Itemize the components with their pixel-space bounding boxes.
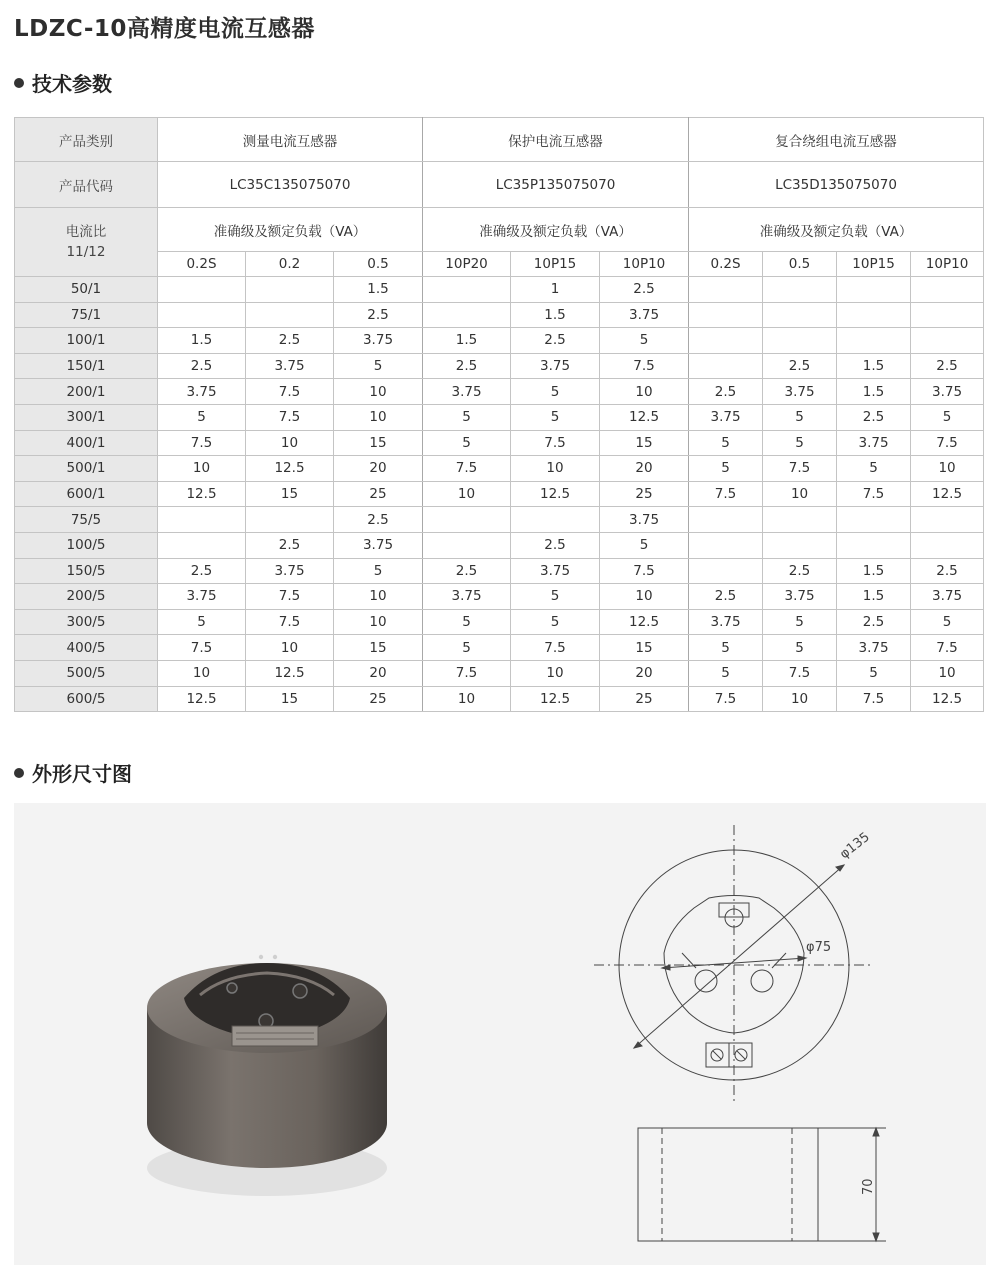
value-cell: 5 [763, 404, 837, 430]
value-cell: 10 [511, 660, 600, 686]
ratio-cell: 50/1 [15, 277, 158, 303]
table-row [15, 532, 984, 558]
value-cell: 7.5 [423, 660, 511, 686]
value-cell: 15 [600, 430, 689, 456]
value-cell [423, 532, 511, 558]
value-cell: 7.5 [837, 481, 911, 507]
ratio-cell: 600/5 [15, 686, 158, 712]
group-name-protection: 保护电流互感器 [423, 118, 689, 162]
value-cell [246, 507, 334, 533]
height-label: 70 [861, 1178, 876, 1195]
value-cell: 7.5 [763, 660, 837, 686]
value-cell [837, 532, 911, 558]
value-cell: 10 [246, 635, 334, 661]
value-cell [911, 507, 984, 533]
spec-table [14, 117, 984, 712]
category-label: 产品类别 [15, 118, 158, 162]
value-cell [837, 328, 911, 354]
value-cell: 5 [600, 532, 689, 558]
table-row [15, 302, 984, 328]
group-name-measuring: 测量电流互感器 [158, 118, 423, 162]
value-cell: 7.5 [689, 481, 763, 507]
value-cell: 7.5 [246, 379, 334, 405]
value-cell: 5 [423, 430, 511, 456]
value-cell [423, 302, 511, 328]
value-cell: 5 [763, 430, 837, 456]
value-cell: 5 [837, 660, 911, 686]
page-title: LDZC-10高精度电流互感器 [14, 16, 315, 42]
value-cell: 2.5 [689, 379, 763, 405]
value-cell [763, 532, 837, 558]
value-cell: 10 [600, 379, 689, 405]
section-heading-dimensions [14, 758, 132, 787]
accuracy-label-measuring: 准确级及额定负载（VA） [158, 208, 423, 252]
value-cell: 10 [334, 404, 423, 430]
value-cell: 2.5 [763, 558, 837, 584]
value-cell: 5 [689, 456, 763, 482]
value-cell: 10 [763, 481, 837, 507]
value-cell: 12.5 [600, 609, 689, 635]
value-cell: 10 [911, 456, 984, 482]
code-row [15, 162, 984, 208]
value-cell: 7.5 [246, 404, 334, 430]
top-view-drawing [594, 825, 874, 1103]
value-cell [246, 277, 334, 303]
ratio-cell: 300/5 [15, 609, 158, 635]
value-cell: 2.5 [511, 532, 600, 558]
ratio-cell: 500/1 [15, 456, 158, 482]
table-row [15, 481, 984, 507]
table-row [15, 507, 984, 533]
ratio-cell: 400/1 [15, 430, 158, 456]
value-cell: 5 [334, 353, 423, 379]
class-cell: 0.2 [246, 252, 334, 277]
value-cell [763, 277, 837, 303]
code-label: 产品代码 [15, 162, 158, 208]
value-cell: 2.5 [158, 353, 246, 379]
value-cell: 7.5 [511, 635, 600, 661]
value-cell: 10 [911, 660, 984, 686]
value-cell: 10 [511, 456, 600, 482]
value-cell: 5 [423, 609, 511, 635]
value-cell: 12.5 [246, 456, 334, 482]
value-cell: 3.75 [511, 558, 600, 584]
class-row [15, 252, 984, 277]
value-cell: 10 [334, 379, 423, 405]
value-cell [911, 328, 984, 354]
class-cell: 10P10 [600, 252, 689, 277]
value-cell: 2.5 [423, 353, 511, 379]
table-row [15, 404, 984, 430]
value-cell: 7.5 [911, 430, 984, 456]
table-row [15, 328, 984, 354]
ratio-cell: 200/5 [15, 584, 158, 610]
value-cell: 3.75 [158, 379, 246, 405]
value-cell: 5 [334, 558, 423, 584]
value-cell [158, 532, 246, 558]
value-cell: 3.75 [911, 584, 984, 610]
bullet-icon [14, 78, 24, 88]
ratio-cell: 100/5 [15, 532, 158, 558]
value-cell: 5 [600, 328, 689, 354]
value-cell: 2.5 [911, 558, 984, 584]
value-cell: 1 [511, 277, 600, 303]
value-cell: 2.5 [837, 609, 911, 635]
product-code-composite: LC35D135075070 [689, 162, 984, 208]
ratio-cell: 300/1 [15, 404, 158, 430]
value-cell: 5 [423, 404, 511, 430]
value-cell [689, 328, 763, 354]
value-cell: 12.5 [600, 404, 689, 430]
value-cell [689, 353, 763, 379]
table-row [15, 353, 984, 379]
value-cell: 1.5 [423, 328, 511, 354]
value-cell: 2.5 [246, 328, 334, 354]
value-cell: 5 [689, 660, 763, 686]
category-row [15, 118, 984, 162]
table-row [15, 584, 984, 610]
value-cell: 3.75 [423, 379, 511, 405]
value-cell: 15 [600, 635, 689, 661]
table-row [15, 379, 984, 405]
value-cell [689, 302, 763, 328]
value-cell: 5 [511, 584, 600, 610]
value-cell: 3.75 [158, 584, 246, 610]
value-cell: 7.5 [246, 584, 334, 610]
outer-diameter-label: φ135 [837, 829, 873, 863]
figure-svg [14, 803, 986, 1265]
value-cell [689, 277, 763, 303]
value-cell: 7.5 [763, 456, 837, 482]
side-view-drawing [638, 1128, 886, 1241]
class-cell: 0.2S [689, 252, 763, 277]
value-cell: 25 [600, 686, 689, 712]
value-cell [911, 532, 984, 558]
value-cell: 7.5 [158, 635, 246, 661]
bullet-icon [14, 768, 24, 778]
value-cell: 2.5 [689, 584, 763, 610]
value-cell: 12.5 [158, 686, 246, 712]
inner-diameter-label: φ75 [806, 940, 832, 955]
value-cell: 10 [246, 430, 334, 456]
value-cell: 10 [158, 456, 246, 482]
value-cell: 7.5 [600, 353, 689, 379]
class-cell: 10P10 [911, 252, 984, 277]
product-photo [147, 955, 387, 1196]
value-cell: 1.5 [837, 379, 911, 405]
value-cell: 7.5 [689, 686, 763, 712]
value-cell: 7.5 [423, 456, 511, 482]
value-cell: 10 [423, 481, 511, 507]
value-cell: 5 [837, 456, 911, 482]
value-cell: 3.75 [423, 584, 511, 610]
value-cell [423, 507, 511, 533]
value-cell: 2.5 [334, 507, 423, 533]
class-cell: 0.2S [158, 252, 246, 277]
accuracy-row [15, 208, 984, 252]
value-cell: 1.5 [837, 584, 911, 610]
value-cell: 2.5 [423, 558, 511, 584]
value-cell: 5 [689, 635, 763, 661]
value-cell: 2.5 [911, 353, 984, 379]
ratio-cell: 75/5 [15, 507, 158, 533]
value-cell: 3.75 [334, 532, 423, 558]
value-cell: 5 [423, 635, 511, 661]
value-cell [689, 532, 763, 558]
value-cell: 12.5 [246, 660, 334, 686]
value-cell: 15 [334, 635, 423, 661]
value-cell: 3.75 [600, 507, 689, 533]
table-row [15, 686, 984, 712]
dimension-figure [14, 803, 986, 1265]
ratio-cell: 200/1 [15, 379, 158, 405]
value-cell: 3.75 [763, 584, 837, 610]
value-cell: 12.5 [911, 481, 984, 507]
value-cell: 25 [334, 686, 423, 712]
value-cell: 2.5 [511, 328, 600, 354]
value-cell [511, 507, 600, 533]
value-cell: 5 [511, 379, 600, 405]
ratio-header-line2: 11/12 [66, 244, 106, 260]
value-cell: 1.5 [158, 328, 246, 354]
value-cell: 7.5 [911, 635, 984, 661]
section-title-dimensions: 外形尺寸图 [32, 762, 132, 786]
ratio-header [15, 208, 158, 277]
value-cell: 20 [600, 660, 689, 686]
value-cell: 2.5 [246, 532, 334, 558]
value-cell: 5 [511, 609, 600, 635]
table-row [15, 430, 984, 456]
value-cell [911, 302, 984, 328]
value-cell [837, 277, 911, 303]
table-row [15, 456, 984, 482]
value-cell [158, 302, 246, 328]
value-cell: 5 [911, 609, 984, 635]
ratio-cell: 75/1 [15, 302, 158, 328]
ratio-cell: 400/5 [15, 635, 158, 661]
value-cell: 7.5 [600, 558, 689, 584]
value-cell: 1.5 [837, 353, 911, 379]
value-cell: 25 [334, 481, 423, 507]
ratio-header-line1: 电流比 [65, 224, 107, 240]
accuracy-label-protection: 准确级及额定负载（VA） [423, 208, 689, 252]
table-row [15, 558, 984, 584]
value-cell [911, 277, 984, 303]
value-cell: 3.75 [246, 558, 334, 584]
value-cell [837, 302, 911, 328]
value-cell: 10 [600, 584, 689, 610]
ratio-cell: 150/1 [15, 353, 158, 379]
ratio-cell: 150/5 [15, 558, 158, 584]
class-cell: 0.5 [763, 252, 837, 277]
value-cell [423, 277, 511, 303]
ratio-cell: 100/1 [15, 328, 158, 354]
class-cell: 10P15 [837, 252, 911, 277]
value-cell: 1.5 [837, 558, 911, 584]
value-cell: 5 [763, 635, 837, 661]
value-cell: 15 [334, 430, 423, 456]
class-cell: 0.5 [334, 252, 423, 277]
value-cell: 3.75 [837, 635, 911, 661]
value-cell [763, 302, 837, 328]
value-cell [763, 328, 837, 354]
table-row [15, 277, 984, 303]
table-row [15, 635, 984, 661]
value-cell [689, 507, 763, 533]
value-cell: 5 [158, 404, 246, 430]
value-cell: 20 [334, 456, 423, 482]
value-cell [158, 277, 246, 303]
value-cell: 12.5 [911, 686, 984, 712]
value-cell [158, 507, 246, 533]
value-cell: 2.5 [763, 353, 837, 379]
value-cell: 10 [423, 686, 511, 712]
value-cell: 20 [600, 456, 689, 482]
value-cell: 7.5 [246, 609, 334, 635]
value-cell: 2.5 [837, 404, 911, 430]
value-cell: 2.5 [334, 302, 423, 328]
value-cell [837, 507, 911, 533]
value-cell: 7.5 [511, 430, 600, 456]
ratio-cell: 500/5 [15, 660, 158, 686]
value-cell: 7.5 [158, 430, 246, 456]
group-name-composite: 复合绕组电流互感器 [689, 118, 984, 162]
section-heading-specs [14, 68, 112, 97]
value-cell [246, 302, 334, 328]
section-title-specs: 技术参数 [32, 72, 112, 96]
value-cell: 15 [246, 686, 334, 712]
value-cell: 10 [334, 609, 423, 635]
value-cell: 10 [158, 660, 246, 686]
value-cell: 20 [334, 660, 423, 686]
value-cell: 3.75 [911, 379, 984, 405]
value-cell: 5 [511, 404, 600, 430]
value-cell: 5 [763, 609, 837, 635]
value-cell: 12.5 [511, 686, 600, 712]
value-cell: 3.75 [334, 328, 423, 354]
value-cell: 10 [763, 686, 837, 712]
value-cell: 12.5 [511, 481, 600, 507]
value-cell: 3.75 [763, 379, 837, 405]
value-cell: 5 [911, 404, 984, 430]
value-cell: 3.75 [689, 404, 763, 430]
value-cell: 15 [246, 481, 334, 507]
ratio-cell: 600/1 [15, 481, 158, 507]
class-cell: 10P20 [423, 252, 511, 277]
accuracy-label-composite: 准确级及额定负载（VA） [689, 208, 984, 252]
table-row [15, 660, 984, 686]
value-cell: 1.5 [334, 277, 423, 303]
table-row [15, 609, 984, 635]
product-code-measuring: LC35C135075070 [158, 162, 423, 208]
value-cell: 5 [689, 430, 763, 456]
value-cell [763, 507, 837, 533]
value-cell: 10 [334, 584, 423, 610]
value-cell: 7.5 [837, 686, 911, 712]
value-cell: 3.75 [837, 430, 911, 456]
value-cell: 3.75 [511, 353, 600, 379]
value-cell: 5 [158, 609, 246, 635]
value-cell: 3.75 [600, 302, 689, 328]
product-code-protection: LC35P135075070 [423, 162, 689, 208]
class-cell: 10P15 [511, 252, 600, 277]
value-cell: 12.5 [158, 481, 246, 507]
value-cell: 3.75 [689, 609, 763, 635]
value-cell [689, 558, 763, 584]
value-cell: 2.5 [158, 558, 246, 584]
value-cell: 3.75 [246, 353, 334, 379]
value-cell: 2.5 [600, 277, 689, 303]
value-cell: 25 [600, 481, 689, 507]
value-cell: 1.5 [511, 302, 600, 328]
